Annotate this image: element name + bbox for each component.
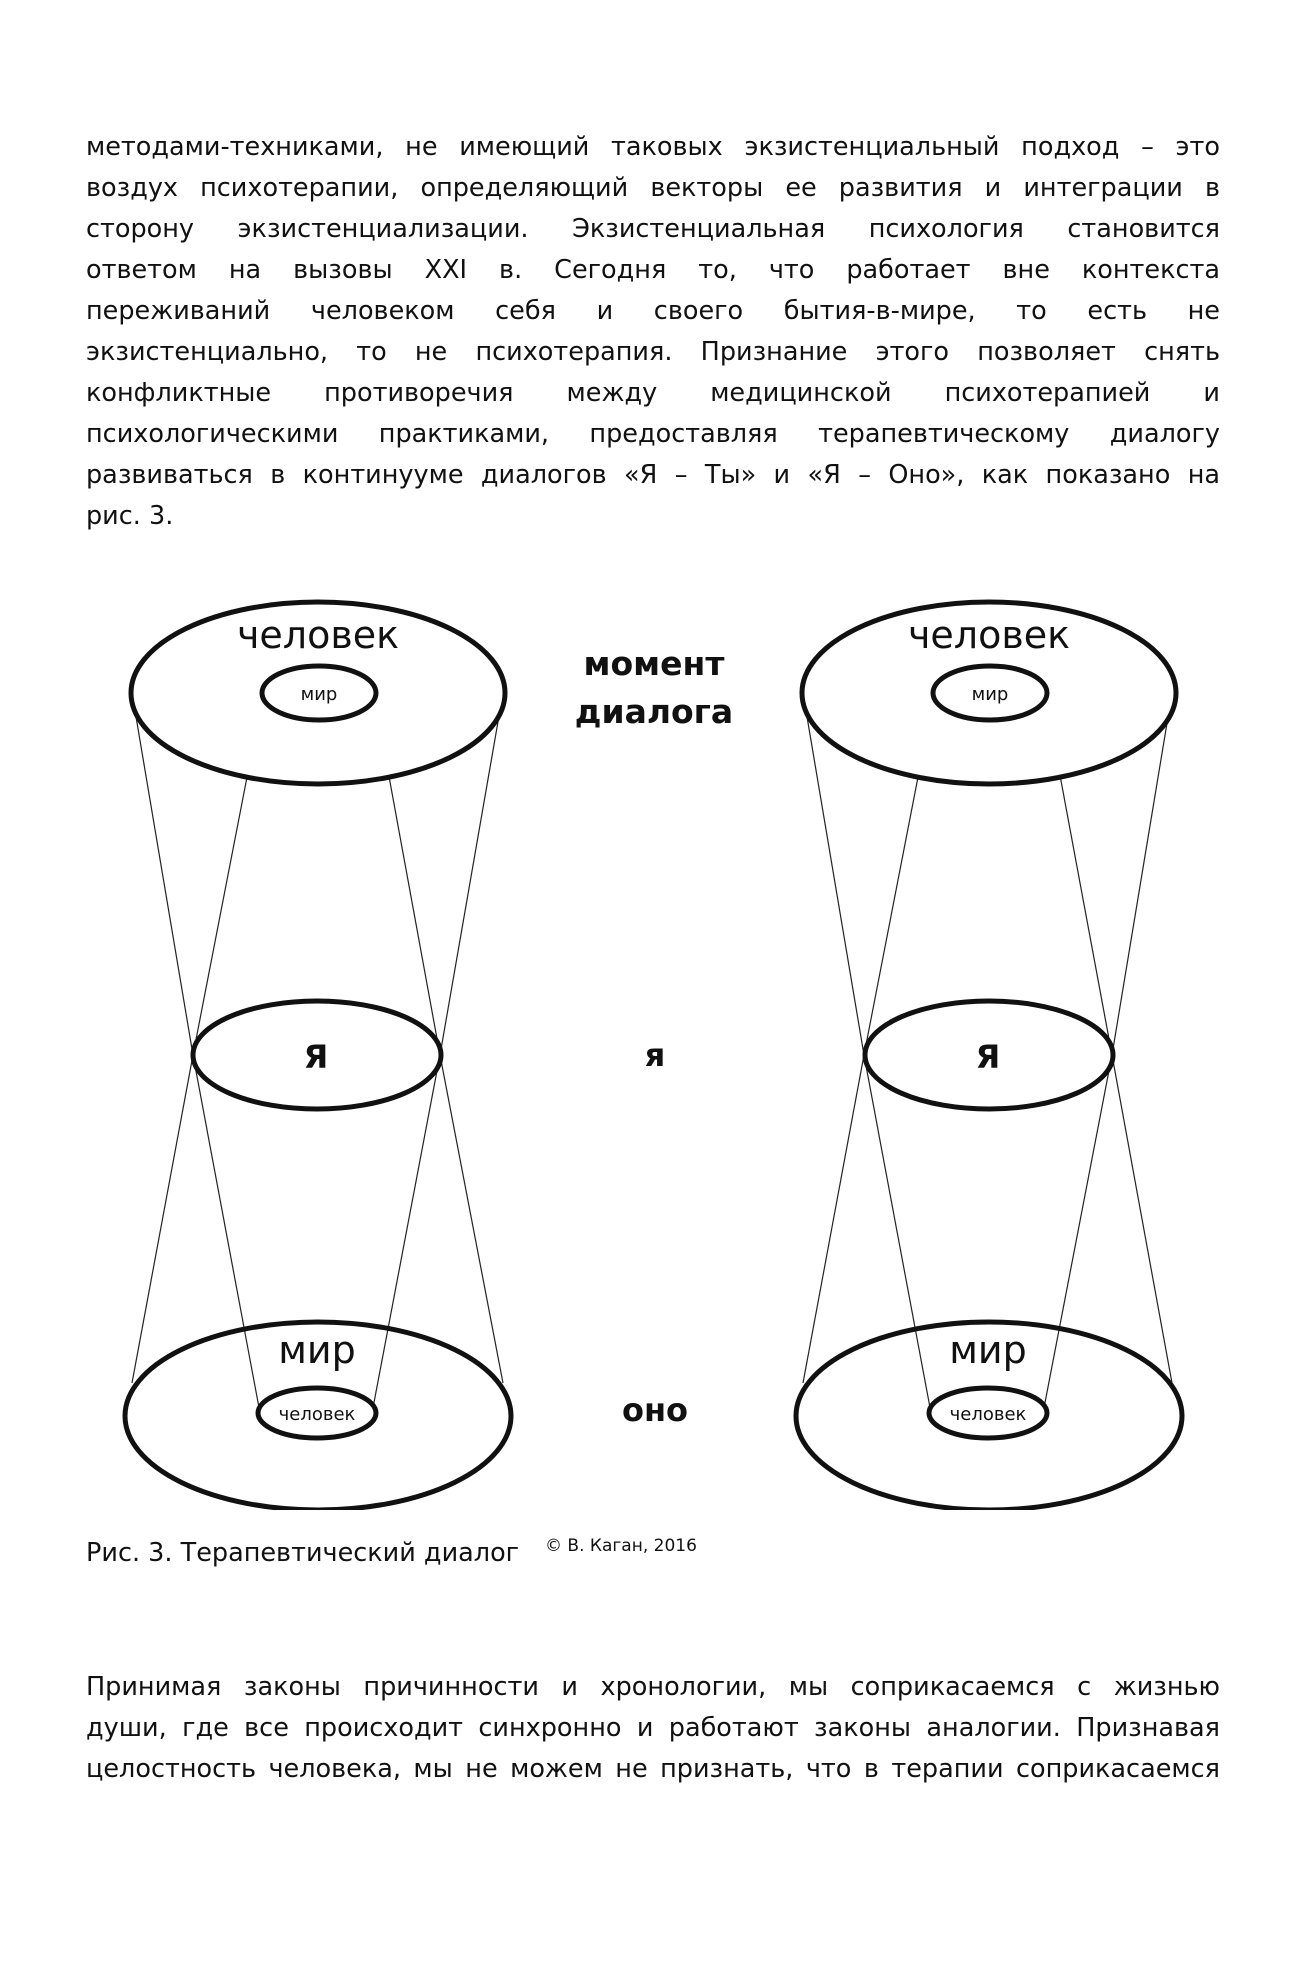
text-line: методами-техниками, не имеющий таковых экзистенциальный подход – это [86,132,1220,162]
center-bottom-label: оно [621,1391,689,1429]
paragraph-top [86,127,1220,537]
text-line: психологическими практиками, предоставляя терапевтическому диалогу [86,419,1220,449]
text-line: конфликтные противоречия между медицинской психотерапией и [86,378,1220,408]
text-line: целостность человека, мы не можем не признать, что в терапии соприкасаемся [86,1754,1220,1784]
left-top-inner-label: мир [300,684,338,705]
left-bottom-inner-label: человек [278,1404,356,1425]
left-middle-label: Я [303,1038,329,1076]
right-bottom-outer-label: мир [949,1328,1027,1372]
right-top-outer-label: человек [907,613,1071,657]
right-top-inner-label: мир [971,684,1009,705]
right-bottom-inner-label: человек [949,1404,1027,1425]
text-line: воздух психотерапии, определяющий векторы ее развития и интеграции в [86,173,1220,203]
dialogue-diagram [0,590,1313,1510]
text-line: экзистенциально, то не психотерапия. Признание этого позволяет снять [86,337,1220,367]
left-top-outer-label: человек [236,613,400,657]
center-top-label-line1: момент [583,644,725,683]
figure-copyright: © В. Каган, 2016 [545,1536,697,1556]
figure-caption: Рис. 3. Терапевтический диалог [86,1538,520,1568]
text-line: Принимая законы причинности и хронологии, мы соприкасаемся с жизнью [86,1672,1220,1702]
center-top-label-line2: диалога [574,692,734,731]
text-line: души, где все происходит синхронно и работают законы аналогии. Признавая [86,1713,1220,1743]
text-line: ответом на вызовы XXI в. Сегодня то, что работает вне контекста [86,255,1220,285]
text-line: развиваться в континууме диалогов «Я – Ты» и «Я – Оно», как показано на [86,460,1220,490]
paragraph-bottom [86,1667,1220,1790]
text-line: сторону экзистенциализации. Экзистенциальная психология становится [86,214,1220,244]
left-bottom-outer-label: мир [278,1328,356,1372]
right-middle-label: Я [975,1038,1001,1076]
text-line: переживаний человеком себя и своего бытия-в-мире, то есть не [86,296,1220,326]
center-middle-label: я [644,1036,666,1074]
text-line: рис. 3. [86,501,174,531]
